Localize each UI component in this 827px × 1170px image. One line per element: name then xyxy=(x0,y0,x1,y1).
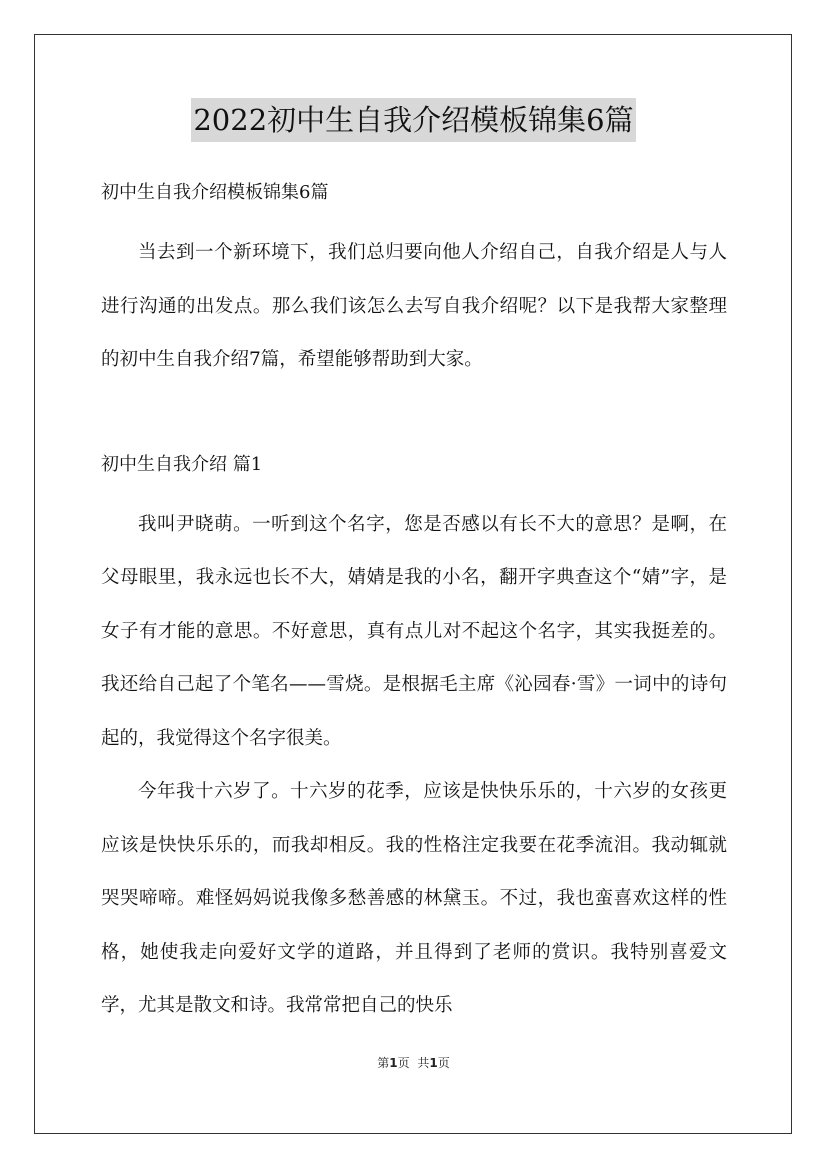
document-subtitle: 初中生自我介绍模板锦集6篇 xyxy=(101,182,329,203)
page-footer xyxy=(0,1054,827,1071)
body-paragraph: 我叫尹晓萌。一听到这个名字，您是否感以有长不大的意思？是啊，在父母眼里，我永远也长不大，婧婧是我的小名，翻开字典查这个“婧”字，是女子有才能的意思。不好意思，真有点儿对不起这个名字，其实我挺差的。我还给自己起了个笔名——雪烧。是根据毛主席《沁园春·雪》一词中的诗句起的，我觉得这个名字很美。 xyxy=(101,513,727,749)
footer-prefix: 第 xyxy=(377,1056,390,1070)
footer-page-number: 1 xyxy=(389,1056,398,1070)
footer-total-prefix: 共 xyxy=(417,1056,430,1070)
footer-page-suffix: 页 xyxy=(397,1056,410,1070)
document-body xyxy=(101,168,727,1033)
section-heading: 初中生自我介绍 篇1 xyxy=(101,453,263,475)
document-title-text: 2022初中生自我介绍模板锦集6篇 xyxy=(191,98,635,142)
intro-paragraph: 当去到一个新环境下，我们总归要向他人介绍自己，自我介绍是人与人进行沟通的出发点。那么我们该怎么去写自我介绍呢？以下是我帮大家整理的初中生自我介绍7篇，希望能够帮助到大家。 xyxy=(101,242,727,370)
document-title xyxy=(0,98,827,142)
footer-total-suffix: 页 xyxy=(437,1056,450,1070)
body-paragraph: 今年我十六岁了。十六岁的花季，应该是快快乐乐的，十六岁的女孩更应该是快快乐乐的，而我却相反。我的性格注定我要在花季流泪。我动辄就哭哭啼啼。难怪妈妈说我像多愁善感的林黛玉。不过，我也蛮喜欢这样的性格，她使我走向爱好文学的道路，并且得到了老师的赏识。我特别喜爱文学，尤其是散文和诗。我常常把自己的快乐 xyxy=(101,781,727,1016)
footer-total-pages: 1 xyxy=(429,1056,438,1070)
